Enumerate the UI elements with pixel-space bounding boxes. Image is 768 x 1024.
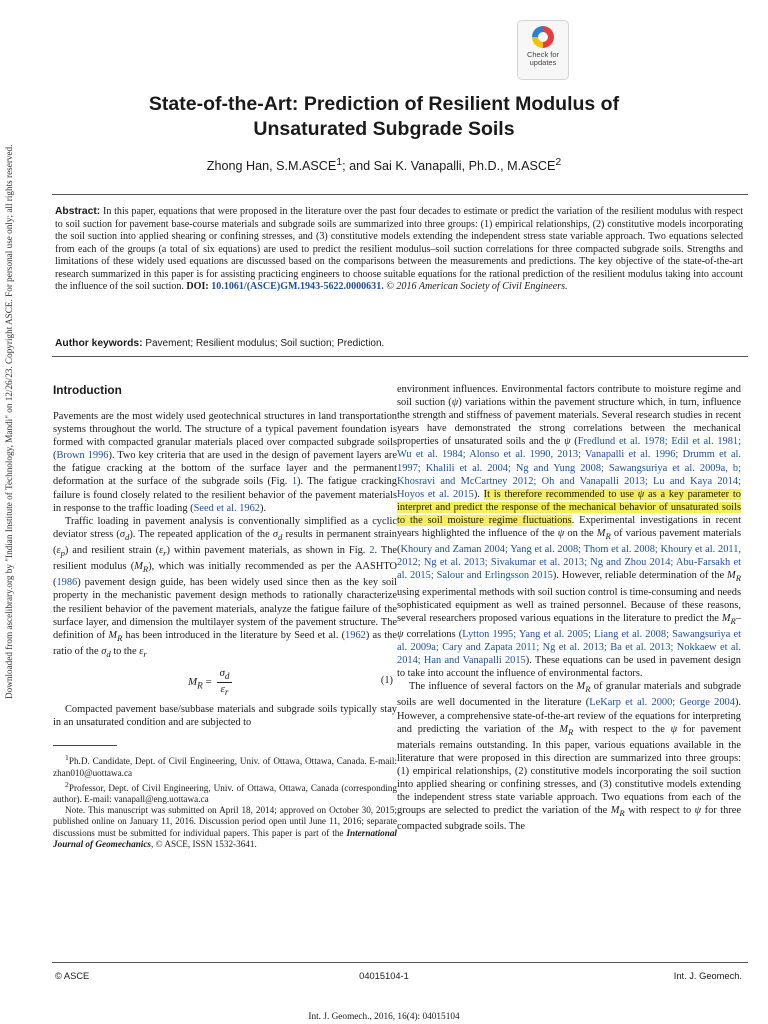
author-2: ; and Sai K. Vanapalli, Ph.D., M.ASCE [342, 159, 556, 174]
badge-line2: updates [529, 58, 557, 67]
intro-paragraph-3: Compacted pavement base/subbase materials and subgrade soils typically stay in an unsaturated condition and are subjected to [53, 704, 397, 729]
footnote-rule [53, 745, 117, 746]
abstract-label: Abstract: [55, 206, 101, 217]
doi-label: DOI: [186, 281, 209, 292]
author-line: Zhong Han, S.M.ASCE$^1$; and Sai K. Vanapalli, Ph.D., M.ASCE$^2$ [206, 156, 562, 174]
author-1: Zhong Han, S.M.ASCE [206, 159, 337, 174]
badge-line1: Check for [526, 50, 560, 59]
footnote-1: $^1$Ph.D. Candidate, Dept. of Civil Engineering, Univ. of Ottawa, Ottawa, Canada. E-mail: zhan010@uottawa.ca [53, 753, 397, 778]
keywords-label: Author keywords: [55, 338, 143, 349]
cite-group-unsaturated[interactable]: Fredlund et al. 1978; Edil et al. 1981; Wu et al. 1984; Alonso et al. 1990, 2013; Vanapalli et al. 1996; Drumm et al. 1997; Khalili et al. 2004; Ng and Yung 2008; Sawangsuriya et al. 2009a, b; Khosravi and McCartney 2012; Oh and Vanapalli 2013; Lu and Kaya 2014; Hoyos et al. 2015 [397, 436, 742, 500]
fig-1-link[interactable]: 1 [291, 476, 298, 488]
keywords-rule [52, 356, 748, 357]
download-notice: Downloaded from ascelibrary.org by "Indian Institute of Technology, Mandi" on 12/26/23. Copyright ASCE. For personal use only; all rights reserved. [4, 144, 14, 699]
copyright: © 2016 American Society of Civil Engineers. [386, 281, 568, 292]
intro-paragraph-1: Pavements are the most widely used geotechnical structures in land transportation systems throughout the world. The structure of a typical pavement foundation is formed with compacted granular materials placed over compacted subgrade soils (Brown 1996). Two key criteria that are used in the design of pavement layers are the fatigue cracking at the bottom of the surface layer and the permanent deformation at the surface of the subgrade soils (Fig. 1). The fatigue cracking failure is found closely related to the resilient behavior of the pavement materials in response to the traffic loading (Seed et al. 1962). [53, 411, 397, 514]
cite-group-experimental[interactable]: Khoury and Zaman 2004; Yang et al. 2008; Thom et al. 2008; Khoury et al. 2011, 2012; Ng et al. 2013; Sivakumar et al. 2013; Ng and Zhou 2014; Abu-Farsakh et al. 2015; Salour and Erlingsson 2015 [397, 544, 741, 582]
author-keywords [55, 337, 743, 350]
keywords-text: Pavement; Resilient modulus; Soil suction; Prediction. [145, 338, 385, 349]
fig-2-link[interactable]: 2 [369, 545, 375, 557]
right-paragraph-2: The influence of several factors on the $M_R$ of granular materials and subgrade soils are well documented in the literature (LeKarp et al. 2000; George 2004). However, a comprehensive state-of-the-art review of the equations for interpreting and predicting the variation of the $M_R$ with respect to the ψ for pavement materials remains outstanding. In this paper, various equations available in the literature that were proposed in this direction are summarized into three groups: (1) empirical relationships, (2) constitutive models incorporating the soil suction into applied shearing or confining stresses, and (3) constitutive models extending the independent stress state variable approach. Two equations from each of the groups are selected to predict the variation of the $M_R$ with respect to ψ for three compacted subgrade soils. The [397, 681, 742, 833]
check-for-updates-badge[interactable] [517, 20, 569, 80]
cite-group-equations[interactable]: Lytton 1995; Yang et al. 2005; Liang et al. 2008; Sawangsuriya et al. 2009a; Cary and Zapata 2011; Ng et al. 2013; Ba et al. 2013; Nokkaew et al. 2014; Han and Vanapalli 2015 [397, 628, 741, 667]
doi-link[interactable]: 10.1061/(ASCE)GM.1943-5622.0000631. [211, 281, 384, 292]
footnote-2: $^2$Professor, Dept. of Civil Engineering, Univ. of Ottawa, Ottawa, Canada (corresponding author). E-mail: vanapall@eng.uottawa.ca [53, 779, 397, 804]
cite-seed-1962[interactable]: Seed et al. 1962 [193, 502, 260, 514]
footnotes [53, 752, 397, 850]
cite-group-factors[interactable]: LeKarp et al. 2000; George 2004 [589, 697, 735, 709]
right-column [397, 383, 741, 834]
manuscript-note: Note. This manuscript was submitted on April 18, 2014; approved on October 30, 2015; published online on January 11, 2016. Discussion period open until June 11, 2016; separate discussions must be submitted for individual papers. This paper is part of the International Journal of Geomechanics, © ASCE, ISSN 1532-3641. [53, 805, 397, 849]
cite-brown-1996[interactable]: Brown 1996 [56, 450, 109, 462]
footer-page-number: 04015104-1 [359, 971, 409, 981]
footer-rule [52, 962, 748, 963]
abstract [55, 206, 743, 294]
check-for-updates-icon [532, 26, 554, 48]
equation-number: (1) [380, 675, 393, 687]
section-heading-introduction: Introduction [53, 383, 122, 397]
intro-paragraph-2: Traffic loading in pavement analysis is conventionally simplified as a cyclic deviator stress $(\sigma_d)$. The repeated application of the $\sigma_d$ results in permanent strain $(\varepsilon_p)$ and resilient strain $(\varepsilon_r)$ within pavement materials, as shown in Fig. 2. The resilient modulus $(M_R)$, which was initially recommended as per the AASHTO (1986) pavement design guide, has been widely used since then as the key soil property in the mechanistic pavement design methods to rationally characterize the resilient behavior of the pavement materials, analyze the fatigue failure of the surface layer, and dimension the multilayer system of the pavement structure. The definition of $M_R$ has been introduced in the literature by Seed et al. (1962) as the ratio of the $\sigma_d$ to the $\varepsilon_r$ [53, 515, 397, 659]
left-column [53, 383, 397, 850]
right-paragraph-1: environment influences. Environmental factors contribute to moisture regime and soil suction (ψ) variations within the pavement structure which, in turn, influence the strength and stiffness of pavement materials. Several research studies in recent years have demonstrated the strong correlations between the mechanical properties of unsaturated soils and the ψ (Fredlund et al. 1978; Edil et al. 1981; Wu et al. 1984; Alonso et al. 1990, 2013; Vanapalli et al. 1996; Drumm et al. 1997; Khalili et al. 2004; Ng and Yung 2008; Sawangsuriya et al. 2009a, b; Khosravi and McCartney 2012; Oh and Vanapalli 2013; Lu and Kaya 2014; Hoyos et al. 2015). It is therefore recommended to use ψ as a key parameter to interpret and predict the response of the mechanical behavior of unsaturated soils to the soil moisture regime fluctuations. Experimental investigations in recent years highlighted the influence of the ψ on the $M_R$ of various pavement materials (Khoury and Zaman 2004; Yang et al. 2008; Thom et al. 2008; Khoury et al. 2011, 2012; Ng et al. 2013; Sivakumar et al. 2013; Ng and Zhou 2014; Abu-Farsakh et al. 2015; Salour and Erlingsson 2015). However, reliable determination of the $M_R$ using experimental methods with soil suction control is time-consuming and needs sophisticated equipment as well as trained personnel. Because of these reasons, several researchers proposed various equations in the literature to predict the $M_R-\psi$ correlations (Lytton 1995; Yang et al. 2005; Liang et al. 2008; Sawangsuriya et al. 2009a; Cary and Zapata 2011; Ng et al. 2013; Ba et al. 2013; Nokkaew et al. 2014; Han and Vanapalli 2015). These equations can be used in pavement design to take into account the influence of environmental factors. [397, 384, 742, 680]
citation-line: Int. J. Geomech., 2016, 16(4): 04015104 [308, 1012, 460, 1022]
abstract-text: In this paper, equations that were proposed in the literature over the past four decades to estimate or predict the variation of the resilient modulus with respect to soil suction for pavement base-course materials and subgrade soils are summarized into three groups: (1) empirical relationships, (2) constitutive models incorporating the soil suction into applied shearing or confining stresses, and (3) constitutive models extending the independent stress state variable approach. Two equations selected from each of the groups (a total of six equations) are used to predict the resilient modulus–soil suction correlations for three compacted subgrade soils. Strengths and limitations of these widely used equations are discussed based on the comparisons between the measurements and predictions. The key objective of the state-of-the-art research summarized in this paper is for assisting practicing engineers to choose suitable equations for the rational prediction of the resilient modulus taking into account the influence of the soil suction. [55, 206, 743, 292]
cite-aashto-1986[interactable]: 1986 [56, 577, 78, 589]
cite-seed-1962-b[interactable]: 1962 [345, 629, 366, 641]
highlighted-sentence: It is therefore recommended to use ψ as a key parameter to interpret and predict the response of the mechanical behavior of unsaturated soils to the soil moisture regime fluctuations [397, 488, 741, 526]
equation-1: $M_R$ = $\frac{\sigma_d}{\varepsilon_r}$ (1) [188, 667, 393, 698]
paper-title: State-of-the-Art: Prediction of Resilient Modulus of Unsaturated Subgrade Soils [148, 93, 620, 140]
footer-left: © ASCE [55, 971, 90, 981]
footer-right: Int. J. Geomech. [673, 971, 742, 981]
top-rule [52, 194, 748, 195]
